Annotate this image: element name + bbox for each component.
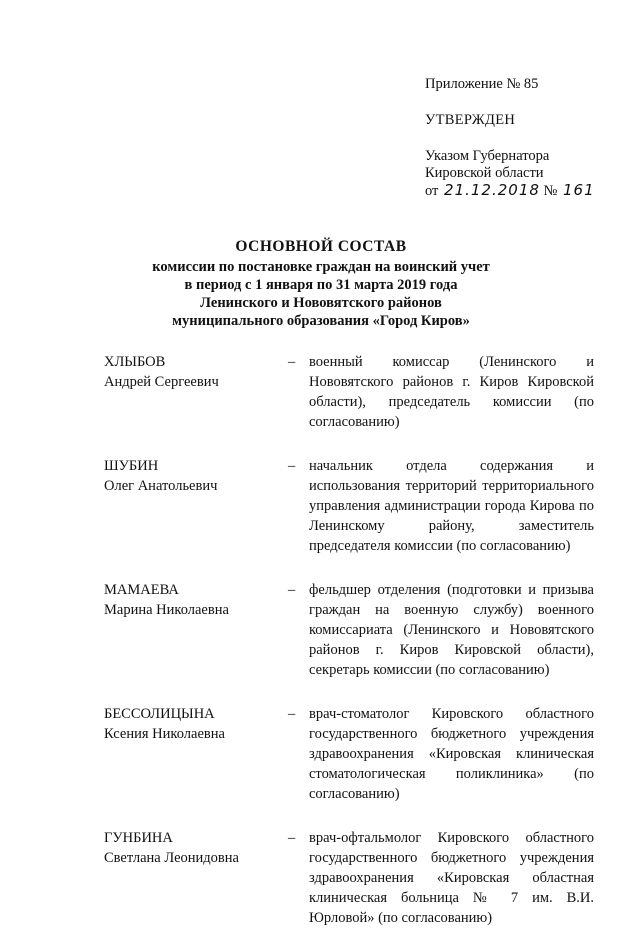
member-dash: – [288,830,296,846]
number-prefix: № [543,183,558,199]
decree-block [425,148,630,200]
member-dash: – [288,354,296,370]
member-surname: ХЛЫБОВ [104,354,166,370]
members-list [104,352,594,952]
member-dash: – [288,582,296,598]
member-role: фельдшер отделения (подготовки и призыва граждан на военную службу) военного комиссариата (Ленинского и Нововятского районов г. Киров Кировской области), секретарь комиссии (по согласованию) [309,582,594,678]
member-given-name: Светлана Леонидовна [104,850,239,866]
member-name [104,456,288,556]
title-line-2: в период с 1 января по 31 марта 2019 года [184,277,458,293]
member-name [104,352,288,432]
member-role: начальник отдела содержания и использования территорий территориального управления администрации города Кирова по Ленинскому району, заместитель председателя комиссии (по согласованию) [309,458,594,554]
appendix-number: Приложение № 85 [425,76,539,92]
approved-label: УТВЕРЖДЕН [425,112,516,128]
handwritten-number: 161 [563,181,595,199]
member-name [104,828,288,928]
decree-line-2: Кировской области [425,165,544,181]
decree-date-line [425,182,630,200]
title-line-4: муниципального образования «Город Киров» [172,313,470,329]
member-role: врач-стоматолог Кировского областного государственного бюджетного учреждения здравоохранения «Кировская клиническая стоматологическая поликлиника» (по согласованию) [309,706,594,802]
date-prefix: от [425,183,439,199]
member-surname: ШУБИН [104,458,159,474]
member-role: военный комиссар (Ленинского и Нововятского районов г. Киров Кировской области), председатель комиссии (по согласованию) [309,354,594,430]
member-surname: ГУНБИНА [104,830,173,846]
member-entry [104,580,594,680]
member-given-name: Марина Николаевна [104,602,229,618]
document-title [110,238,532,330]
member-given-name: Андрей Сергеевич [104,374,219,390]
decree-line-1: Указом Губернатора [425,148,550,164]
appendix-block [425,76,630,200]
title-main: ОСНОВНОЙ СОСТАВ [235,238,407,255]
member-entry [104,456,594,556]
title-line-1: комиссии по постановке граждан на воинский учет [152,259,490,275]
member-role: врач-офтальмолог Кировского областного государственного бюджетного учреждения здравоохранения «Кировская областная клиническая больница № 7 им. В.И. Юрловой» (по согласованию) [309,830,594,926]
handwritten-date: 21.12.2018 [444,181,540,199]
member-surname: МАМАЕВА [104,582,179,598]
member-dash: – [288,706,296,722]
member-dash: – [288,458,296,474]
member-surname: БЕССОЛИЦЫНА [104,706,215,722]
member-entry [104,352,594,432]
member-given-name: Олег Анатольевич [104,478,218,494]
member-name [104,580,288,680]
member-given-name: Ксения Николаевна [104,726,225,742]
member-name [104,704,288,804]
member-entry [104,704,594,804]
member-entry [104,828,594,928]
title-line-3: Ленинского и Нововятского районов [200,295,442,311]
